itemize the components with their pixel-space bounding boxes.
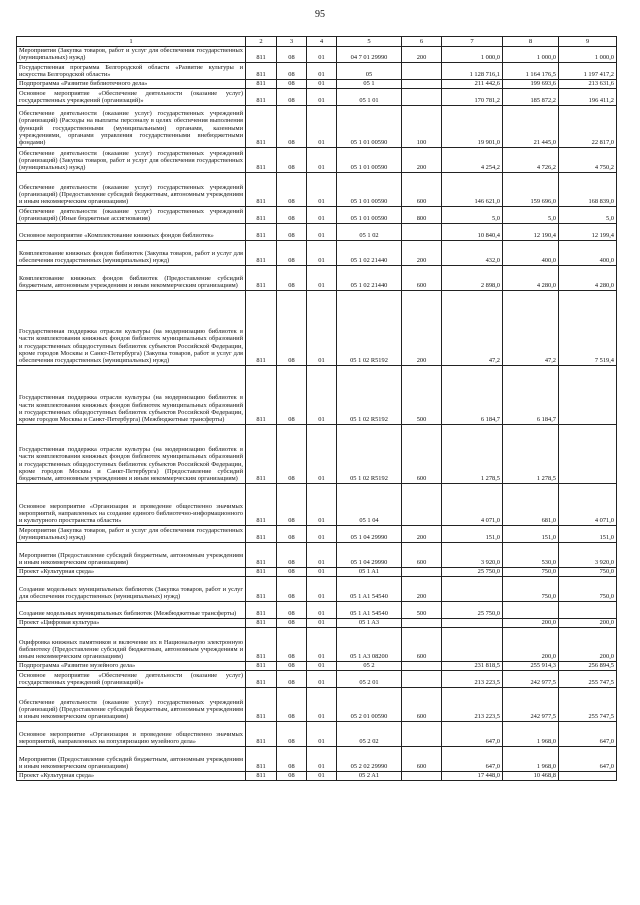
target-article-code: 05 1 A1 54540 (337, 601, 402, 618)
column-admin-header: 2 (246, 37, 277, 47)
subsection-code: 01 (307, 88, 337, 105)
expense-type-code: 600 (402, 627, 442, 661)
section-code: 08 (277, 62, 307, 79)
row-name: Проект «Культурная среда» (17, 567, 246, 576)
amount-year3: 255 747,5 (559, 670, 617, 687)
subsection-code: 01 (307, 265, 337, 290)
amount-year2: 47,2 (503, 290, 559, 365)
subsection-code: 01 (307, 627, 337, 661)
admin-code: 811 (246, 240, 277, 265)
row-name: Обеспечение деятельности (оказание услуг) государственных учреждений (организаций) (Расходы на выплаты персоналу в целях обеспечения выполнения функций государственными (муниципальными) органами, казенными учреждениями, органами управления государственными внебюджетными фондами) (17, 105, 246, 147)
expense-type-code: 200 (402, 525, 442, 542)
amount-year2: 199 693,6 (503, 79, 559, 88)
amount-year1 (442, 576, 503, 601)
section-code: 08 (277, 567, 307, 576)
expense-type-code (402, 618, 442, 627)
admin-code: 811 (246, 79, 277, 88)
row-name: Обеспечение деятельности (оказание услуг) государственных учреждений (организаций) (Предоставление субсидий бюджетным, автономным учреждениям и иным некоммерческим организациям) (17, 687, 246, 721)
table-row (17, 618, 617, 627)
amount-year2: 255 914,3 (503, 661, 559, 670)
subsection-code: 01 (307, 223, 337, 240)
amount-year3 (559, 771, 617, 780)
table-row (17, 79, 617, 88)
amount-year1: 146 621,0 (442, 172, 503, 206)
section-code: 08 (277, 525, 307, 542)
amount-year1: 211 442,6 (442, 79, 503, 88)
table-row (17, 172, 617, 206)
row-name: Оцифровка книжных памятников и включение их в Национальную электронную библиотеку (Предоставление субсидий бюджетным, автономным учреждениям и иным некоммерческим организациям) (17, 627, 246, 661)
amount-year2: 185 872,2 (503, 88, 559, 105)
target-article-code: 05 1 01 00590 (337, 105, 402, 147)
amount-year3: 200,0 (559, 618, 617, 627)
table-row (17, 147, 617, 172)
column-section-header: 3 (277, 37, 307, 47)
subsection-code: 01 (307, 601, 337, 618)
subsection-code: 01 (307, 746, 337, 771)
table-row (17, 223, 617, 240)
section-code: 08 (277, 601, 307, 618)
section-code: 08 (277, 265, 307, 290)
expense-type-code: 200 (402, 576, 442, 601)
amount-year2: 12 190,4 (503, 223, 559, 240)
amount-year2: 4 726,2 (503, 147, 559, 172)
amount-year1: 4 071,0 (442, 483, 503, 525)
admin-code: 811 (246, 483, 277, 525)
amount-year3: 7 519,4 (559, 290, 617, 365)
amount-year1 (442, 627, 503, 661)
table-row (17, 62, 617, 79)
amount-year2: 151,0 (503, 525, 559, 542)
amount-year1: 647,0 (442, 721, 503, 746)
amount-year1: 17 448,0 (442, 771, 503, 780)
amount-year3: 4 750,2 (559, 147, 617, 172)
row-name: Комплектование книжных фондов библиотек (Предоставление субсидий бюджетным, автономным учреждениям и иным некоммерческим организациям) (17, 265, 246, 290)
target-article-code: 05 1 (337, 79, 402, 88)
target-article-code: 05 1 02 R5192 (337, 424, 402, 483)
row-name: Обеспечение деятельности (оказание услуг) государственных учреждений (организаций) (Иные бюджетные ассигнования) (17, 206, 246, 223)
expense-type-code (402, 62, 442, 79)
target-article-code: 05 1 01 (337, 88, 402, 105)
target-article-code: 05 1 02 R5192 (337, 365, 402, 424)
table-row (17, 365, 617, 424)
target-article-code: 05 1 02 21440 (337, 265, 402, 290)
column-year1-header: 7 (442, 37, 503, 47)
amount-year1: 47,2 (442, 290, 503, 365)
amount-year3 (559, 601, 617, 618)
expense-type-code: 600 (402, 542, 442, 567)
amount-year1: 19 901,0 (442, 105, 503, 147)
row-name: Основное мероприятие «Обеспечение деятельности (оказание услуг) государственных учреждений (организаций)» (17, 670, 246, 687)
budget-table (16, 36, 617, 781)
subsection-code: 01 (307, 618, 337, 627)
row-name: Государственная поддержка отрасли культуры (на модернизацию библиотек в части комплектования книжных фондов библиотек муниципальных образований и государственных общедоступных библиотек субъектов Российской Федерации, кроме городов Москвы и Санкт-Петербурга) (Предоставление субсидий бюджетным, автономным учреждениям и иным некоммерческим организациям) (17, 424, 246, 483)
admin-code: 811 (246, 206, 277, 223)
amount-year3: 4 071,0 (559, 483, 617, 525)
row-name: Создание модельных муниципальных библиотек (Межбюджетные трансферты) (17, 601, 246, 618)
amount-year1: 25 750,0 (442, 601, 503, 618)
admin-code: 811 (246, 746, 277, 771)
amount-year2: 242 977,5 (503, 670, 559, 687)
expense-type-code: 500 (402, 365, 442, 424)
amount-year1: 1 000,0 (442, 47, 503, 63)
subsection-code: 01 (307, 365, 337, 424)
table-row (17, 542, 617, 567)
table-row (17, 483, 617, 525)
amount-year1: 432,0 (442, 240, 503, 265)
amount-year2: 21 445,0 (503, 105, 559, 147)
table-row (17, 576, 617, 601)
amount-year3: 1 000,0 (559, 47, 617, 63)
amount-year2: 1 968,0 (503, 721, 559, 746)
admin-code: 811 (246, 265, 277, 290)
expense-type-code (402, 223, 442, 240)
amount-year3: 256 894,5 (559, 661, 617, 670)
section-code: 08 (277, 79, 307, 88)
table-row (17, 670, 617, 687)
admin-code: 811 (246, 576, 277, 601)
row-name: Государственная поддержка отрасли культуры (на модернизацию библиотек в части комплектования книжных фондов библиотек муниципальных образований и государственных общедоступных библиотек субъектов Российской Федерации, кроме городов Москвы и Санкт-Петербурга) (Межбюджетные трансферты) (17, 365, 246, 424)
section-code: 08 (277, 290, 307, 365)
table-header-row (17, 37, 617, 47)
expense-type-code: 200 (402, 47, 442, 63)
admin-code: 811 (246, 627, 277, 661)
section-code: 08 (277, 771, 307, 780)
expense-type-code (402, 771, 442, 780)
target-article-code: 05 2 A1 (337, 771, 402, 780)
table-row (17, 265, 617, 290)
target-article-code: 05 2 02 (337, 721, 402, 746)
row-name: Создание модельных муниципальных библиотек (Закупка товаров, работ и услуг для обеспечения государственных (муниципальных) нужд) (17, 576, 246, 601)
amount-year2: 1 968,0 (503, 746, 559, 771)
admin-code: 811 (246, 47, 277, 63)
amount-year3: 196 411,2 (559, 88, 617, 105)
table-row (17, 240, 617, 265)
column-year2-header: 8 (503, 37, 559, 47)
section-code: 08 (277, 576, 307, 601)
amount-year3: 255 747,5 (559, 687, 617, 721)
section-code: 08 (277, 223, 307, 240)
target-article-code: 05 1 04 29990 (337, 542, 402, 567)
amount-year2: 200,0 (503, 618, 559, 627)
row-name: Проект «Культурная среда» (17, 771, 246, 780)
column-expense-type-header: 6 (402, 37, 442, 47)
target-article-code: 05 1 02 R5192 (337, 290, 402, 365)
section-code: 08 (277, 365, 307, 424)
amount-year3: 750,0 (559, 567, 617, 576)
subsection-code: 01 (307, 240, 337, 265)
table-row (17, 721, 617, 746)
amount-year3: 200,0 (559, 627, 617, 661)
section-code: 08 (277, 483, 307, 525)
amount-year1: 10 840,4 (442, 223, 503, 240)
amount-year3: 647,0 (559, 721, 617, 746)
amount-year1: 6 184,7 (442, 365, 503, 424)
subsection-code: 01 (307, 47, 337, 63)
admin-code: 811 (246, 771, 277, 780)
amount-year3 (559, 424, 617, 483)
admin-code: 811 (246, 567, 277, 576)
row-name: Основное мероприятие «Организация и проведение общественно значимых мероприятий, направленных на популяризацию музейного дела» (17, 721, 246, 746)
amount-year3: 22 817,0 (559, 105, 617, 147)
target-article-code: 05 2 01 (337, 670, 402, 687)
amount-year1: 1 128 716,1 (442, 62, 503, 79)
page-number: 95 (315, 9, 325, 20)
expense-type-code: 600 (402, 746, 442, 771)
admin-code: 811 (246, 62, 277, 79)
column-subsection-header: 4 (307, 37, 337, 47)
amount-year1: 5,0 (442, 206, 503, 223)
row-name: Подпрограмма «Развитие музейного дела» (17, 661, 246, 670)
amount-year2: 10 468,8 (503, 771, 559, 780)
table-row (17, 424, 617, 483)
amount-year2: 530,0 (503, 542, 559, 567)
expense-type-code: 800 (402, 206, 442, 223)
row-name: Государственная программа Белгородской области «Развитие культуры и искусства Белгородской области» (17, 62, 246, 79)
subsection-code: 01 (307, 62, 337, 79)
amount-year2: 750,0 (503, 567, 559, 576)
expense-type-code: 600 (402, 265, 442, 290)
subsection-code: 01 (307, 147, 337, 172)
subsection-code: 01 (307, 525, 337, 542)
amount-year1: 2 898,0 (442, 265, 503, 290)
column-target-article-header: 5 (337, 37, 402, 47)
expense-type-code: 200 (402, 240, 442, 265)
admin-code: 811 (246, 88, 277, 105)
amount-year2: 750,0 (503, 576, 559, 601)
target-article-code: 05 (337, 62, 402, 79)
target-article-code: 05 2 02 29990 (337, 746, 402, 771)
amount-year2: 400,0 (503, 240, 559, 265)
section-code: 08 (277, 661, 307, 670)
target-article-code: 05 2 (337, 661, 402, 670)
expense-type-code (402, 88, 442, 105)
amount-year2: 1 000,0 (503, 47, 559, 63)
amount-year1: 213 223,5 (442, 670, 503, 687)
admin-code: 811 (246, 670, 277, 687)
amount-year3: 750,0 (559, 576, 617, 601)
subsection-code: 01 (307, 105, 337, 147)
section-code: 08 (277, 240, 307, 265)
amount-year1: 170 781,2 (442, 88, 503, 105)
target-article-code: 05 1 04 29990 (337, 525, 402, 542)
expense-type-code (402, 661, 442, 670)
amount-year1: 151,0 (442, 525, 503, 542)
admin-code: 811 (246, 721, 277, 746)
target-article-code: 05 1 01 00590 (337, 206, 402, 223)
target-article-code: 05 1 A1 (337, 567, 402, 576)
subsection-code: 01 (307, 424, 337, 483)
expense-type-code (402, 670, 442, 687)
table-row (17, 601, 617, 618)
expense-type-code: 500 (402, 601, 442, 618)
amount-year2: 159 696,0 (503, 172, 559, 206)
admin-code: 811 (246, 105, 277, 147)
target-article-code: 05 1 02 (337, 223, 402, 240)
amount-year2: 681,0 (503, 483, 559, 525)
subsection-code: 01 (307, 483, 337, 525)
table-row (17, 206, 617, 223)
amount-year2: 6 184,7 (503, 365, 559, 424)
amount-year2: 4 280,0 (503, 265, 559, 290)
subsection-code: 01 (307, 79, 337, 88)
section-code: 08 (277, 424, 307, 483)
amount-year1: 231 818,5 (442, 661, 503, 670)
expense-type-code (402, 721, 442, 746)
expense-type-code: 200 (402, 290, 442, 365)
amount-year2: 200,0 (503, 627, 559, 661)
target-article-code: 05 1 A3 (337, 618, 402, 627)
amount-year2 (503, 601, 559, 618)
section-code: 08 (277, 627, 307, 661)
amount-year1 (442, 618, 503, 627)
admin-code: 811 (246, 172, 277, 206)
admin-code: 811 (246, 618, 277, 627)
target-article-code: 05 1 A1 54540 (337, 576, 402, 601)
expense-type-code (402, 567, 442, 576)
subsection-code: 01 (307, 542, 337, 567)
amount-year3: 5,0 (559, 206, 617, 223)
section-code: 08 (277, 670, 307, 687)
expense-type-code (402, 483, 442, 525)
amount-year1: 3 920,0 (442, 542, 503, 567)
section-code: 08 (277, 746, 307, 771)
section-code: 08 (277, 88, 307, 105)
expense-type-code (402, 79, 442, 88)
section-code: 08 (277, 542, 307, 567)
table-row (17, 567, 617, 576)
row-name: Обеспечение деятельности (оказание услуг) государственных учреждений (организаций) (Предоставление субсидий бюджетным, автономным учреждениям и иным некоммерческим организациям) (17, 172, 246, 206)
amount-year3: 151,0 (559, 525, 617, 542)
amount-year1: 213 223,5 (442, 687, 503, 721)
subsection-code: 01 (307, 687, 337, 721)
row-name: Мероприятия (Предоставление субсидий бюджетным, автономным учреждениям и иным некоммерческим организациям) (17, 542, 246, 567)
target-article-code: 05 1 02 21440 (337, 240, 402, 265)
amount-year3: 400,0 (559, 240, 617, 265)
amount-year1: 4 254,2 (442, 147, 503, 172)
table-row (17, 627, 617, 661)
admin-code: 811 (246, 424, 277, 483)
table-row (17, 290, 617, 365)
admin-code: 811 (246, 687, 277, 721)
table-body (17, 47, 617, 781)
table-row (17, 88, 617, 105)
expense-type-code: 100 (402, 105, 442, 147)
admin-code: 811 (246, 542, 277, 567)
amount-year3: 647,0 (559, 746, 617, 771)
subsection-code: 01 (307, 576, 337, 601)
table-row (17, 746, 617, 771)
amount-year3: 213 631,6 (559, 79, 617, 88)
amount-year2: 242 977,5 (503, 687, 559, 721)
table-row (17, 771, 617, 780)
subsection-code: 01 (307, 661, 337, 670)
amount-year3 (559, 365, 617, 424)
subsection-code: 01 (307, 567, 337, 576)
target-article-code: 05 1 01 00590 (337, 147, 402, 172)
expense-type-code: 600 (402, 424, 442, 483)
amount-year2: 1 164 176,5 (503, 62, 559, 79)
subsection-code: 01 (307, 172, 337, 206)
amount-year1: 647,0 (442, 746, 503, 771)
subsection-code: 01 (307, 670, 337, 687)
admin-code: 811 (246, 661, 277, 670)
section-code: 08 (277, 618, 307, 627)
target-article-code: 05 2 01 00590 (337, 687, 402, 721)
admin-code: 811 (246, 525, 277, 542)
table-row (17, 661, 617, 670)
subsection-code: 01 (307, 290, 337, 365)
amount-year2: 1 278,5 (503, 424, 559, 483)
column-name-header: 1 (17, 37, 246, 47)
amount-year3: 1 197 417,2 (559, 62, 617, 79)
admin-code: 811 (246, 365, 277, 424)
row-name: Мероприятия (Предоставление субсидий бюджетным, автономным учреждениям и иным некоммерческим организациям) (17, 746, 246, 771)
subsection-code: 01 (307, 206, 337, 223)
table-row (17, 105, 617, 147)
amount-year1: 1 278,5 (442, 424, 503, 483)
admin-code: 811 (246, 223, 277, 240)
admin-code: 811 (246, 147, 277, 172)
target-article-code: 05 1 01 00590 (337, 172, 402, 206)
amount-year3: 12 199,4 (559, 223, 617, 240)
section-code: 08 (277, 172, 307, 206)
target-article-code: 05 1 04 (337, 483, 402, 525)
section-code: 08 (277, 47, 307, 63)
subsection-code: 01 (307, 721, 337, 746)
expense-type-code: 600 (402, 172, 442, 206)
column-year3-header: 9 (559, 37, 617, 47)
row-name: Государственная поддержка отрасли культуры (на модернизацию библиотек в части комплектования книжных фондов библиотек муниципальных образований и государственных общедоступных библиотек субъектов Российской Федерации, кроме городов Москвы и Санкт-Петербурга) (Закупка товаров, работ и услуг для обеспечения государственных (муниципальных) нужд) (17, 290, 246, 365)
amount-year3: 4 280,0 (559, 265, 617, 290)
target-article-code: 05 1 A3 08200 (337, 627, 402, 661)
row-name: Основное мероприятие «Комплектование книжных фондов библиотек» (17, 223, 246, 240)
row-name: Мероприятия (Закупка товаров, работ и услуг для обеспечения государственных (муниципальных) нужд) (17, 47, 246, 63)
admin-code: 811 (246, 290, 277, 365)
amount-year1: 25 750,0 (442, 567, 503, 576)
table-row (17, 47, 617, 63)
section-code: 08 (277, 206, 307, 223)
target-article-code: 04 7 01 29990 (337, 47, 402, 63)
subsection-code: 01 (307, 771, 337, 780)
table-row (17, 687, 617, 721)
row-name: Мероприятия (Закупка товаров, работ и услуг для обеспечения государственных (муниципальных) нужд) (17, 525, 246, 542)
row-name: Основное мероприятие «Обеспечение деятельности (оказание услуг) государственных учреждений (организаций)» (17, 88, 246, 105)
amount-year3: 3 920,0 (559, 542, 617, 567)
admin-code: 811 (246, 601, 277, 618)
row-name: Обеспечение деятельности (оказание услуг) государственных учреждений (организаций) (Закупка товаров, работ и услуг для обеспечения государственных (муниципальных) нужд) (17, 147, 246, 172)
row-name: Проект «Цифровая культура» (17, 618, 246, 627)
expense-type-code: 600 (402, 687, 442, 721)
section-code: 08 (277, 105, 307, 147)
row-name: Подпрограмма «Развитие библиотечного дела» (17, 79, 246, 88)
amount-year3: 168 839,0 (559, 172, 617, 206)
table-row (17, 525, 617, 542)
section-code: 08 (277, 147, 307, 172)
row-name: Основное мероприятие «Организация и проведение общественно значимых мероприятий, направленных на создание единого библиотечно-информационного и культурного пространства области» (17, 483, 246, 525)
expense-type-code: 200 (402, 147, 442, 172)
section-code: 08 (277, 687, 307, 721)
section-code: 08 (277, 721, 307, 746)
row-name: Комплектование книжных фондов библиотек (Закупка товаров, работ и услуг для обеспечения государственных (муниципальных) нужд) (17, 240, 246, 265)
amount-year2: 5,0 (503, 206, 559, 223)
